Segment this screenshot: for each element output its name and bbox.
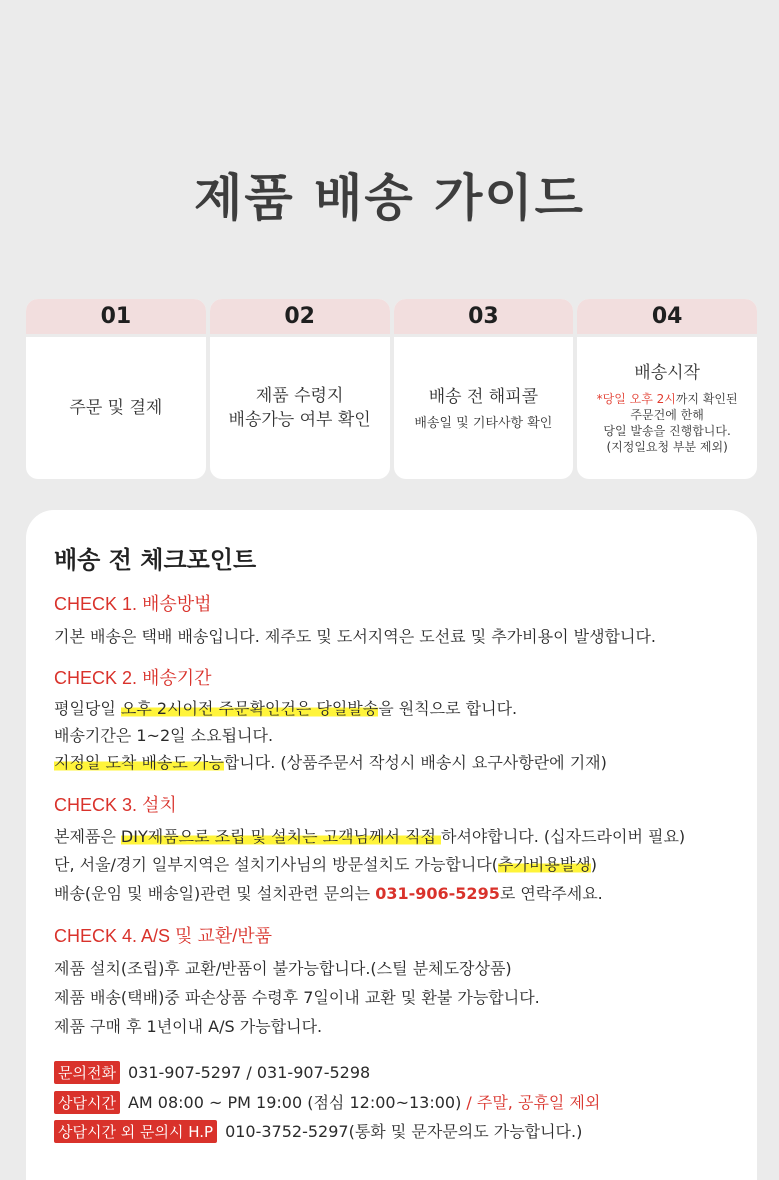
check4-heading: CHECK 4. A/S 및 교환/반품 [54, 926, 272, 946]
text: 본제품은 [54, 827, 121, 846]
page-title: 제품 배송 가이드 [194, 169, 585, 227]
step-label: 배송 전 해피콜 [428, 386, 539, 407]
contact-phone [54, 1061, 370, 1084]
step-body [210, 337, 390, 479]
highlight-text: DIY제품으로 조립 및 설치는 고객님께서 직접 [120, 827, 442, 846]
step-note-line: (지정일요청 부분 제외) [606, 440, 728, 454]
contact-tag: 상담시간 외 문의시 H.P [54, 1120, 217, 1143]
step-note-line [597, 391, 738, 407]
step-03 [394, 299, 574, 479]
check4-line1: 제품 설치(조립)후 교환/반품이 불가능합니다.(스틸 분체도장상품) [54, 959, 512, 978]
check3-line2 [54, 852, 597, 875]
check2-line2: 배송기간은 1~2일 소요됩니다. [54, 726, 274, 745]
step-01 [26, 299, 206, 479]
note-highlight: 당일 오후 2시 [602, 392, 676, 406]
step-number: 03 [394, 299, 574, 337]
text: ) [590, 855, 598, 874]
text: 하셔야합니다. (십자드라이버 필요) [441, 827, 686, 846]
step-number: 01 [26, 299, 206, 337]
check3-heading: CHECK 3. 설치 [54, 795, 177, 815]
step-label: 배송시작 [634, 363, 700, 383]
step-note-line: 주문건에 한해 [630, 408, 704, 422]
check1-heading: CHECK 1. 배송방법 [54, 594, 212, 614]
step-body [577, 337, 757, 479]
step-label: 제품 수령지 [255, 386, 344, 406]
check4-line2: 제품 배송(택배)중 파손상품 수령후 7일이내 교환 및 환불 가능합니다. [54, 988, 540, 1007]
phone-number: 031-906-5295 [375, 884, 500, 903]
contact-value: AM 08:00 ~ PM 19:00 (점심 12:00~13:00) [127, 1093, 467, 1112]
highlight-text: 지정일 도착 배송도 가능 [54, 753, 224, 772]
text: 배송(운임 및 배송일)관련 및 설치관련 문의는 [54, 884, 376, 903]
step-label: 배송가능 여부 확인 [228, 410, 371, 430]
asterisk: * [596, 392, 603, 406]
text: 합니다. (상품주문서 작성시 배송시 요구사항란에 기재) [223, 753, 607, 772]
step-note-line: 당일 발송을 진행합니다. [603, 424, 731, 438]
step-notes [597, 391, 738, 455]
contact-hours [54, 1090, 600, 1114]
check3-line1 [54, 824, 685, 847]
contact-mobile [54, 1119, 582, 1143]
step-02 [210, 299, 390, 479]
check4-line3: 제품 구매 후 1년이내 A/S 가능합니다. [54, 1017, 323, 1036]
check1-line: 기본 배송은 택배 배송입니다. 제주도 및 도서지역은 도선료 및 추가비용이 발생합니다. [54, 627, 656, 646]
note-text: 까지 확인된 [675, 392, 738, 406]
step-body [26, 337, 206, 479]
step-04 [577, 299, 757, 479]
contact-tag: 상담시간 [54, 1091, 120, 1114]
checkpoint-card [26, 510, 757, 1180]
delivery-steps [26, 299, 757, 479]
check2-line1 [54, 696, 517, 719]
check3-line3 [54, 881, 603, 904]
highlight-text: 추가비용발생 [498, 855, 591, 874]
step-number: 04 [577, 299, 757, 337]
step-label: 주문 및 결제 [69, 398, 163, 418]
check2-heading: CHECK 2. 배송기간 [54, 668, 212, 688]
text: 단, 서울/경기 일부지역은 설치기사님의 방문설치도 가능합니다( [54, 855, 499, 874]
contact-value: 031-907-5297 / 031-907-5298 [127, 1063, 371, 1082]
step-sublabel: 배송일 및 기타사항 확인 [414, 415, 553, 431]
contact-exception: / 주말, 공휴일 제외 [466, 1093, 601, 1112]
contact-tag: 문의전화 [54, 1061, 120, 1084]
checkpoint-title: 배송 전 체크포인트 [54, 546, 257, 574]
text: 평일당일 [54, 699, 121, 718]
text: 을 원칙으로 합니다. [378, 699, 518, 718]
text: 로 연락주세요. [499, 884, 603, 903]
check2-line3 [54, 750, 607, 773]
step-number: 02 [210, 299, 390, 337]
highlight-text: 오후 2시이전 주문확인건은 당일발송 [120, 699, 379, 718]
step-body [394, 337, 574, 479]
contact-value: 010-3752-5297(통화 및 문자문의도 가능합니다.) [225, 1122, 583, 1141]
